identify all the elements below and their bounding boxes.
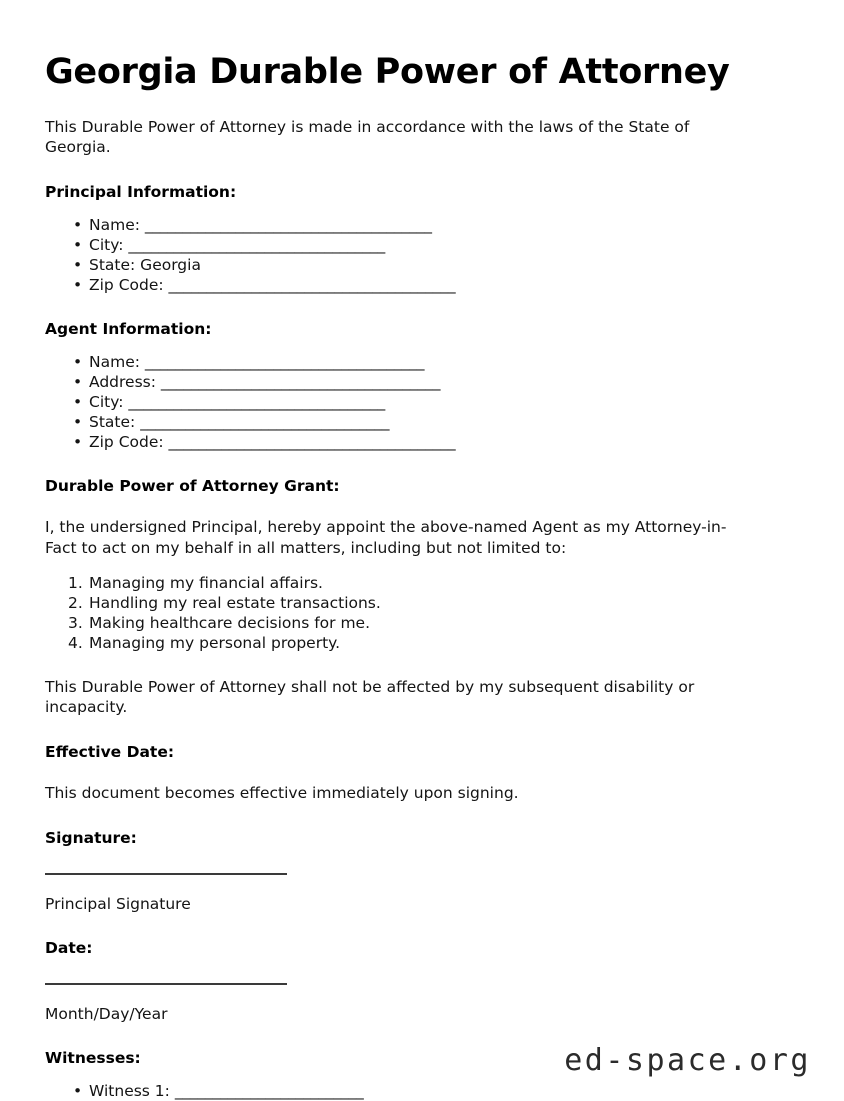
grant-powers-list (45, 559, 799, 653)
field-label: Name: (89, 353, 145, 372)
field-label: State: (89, 413, 141, 432)
list-item (45, 392, 799, 412)
field-blank-line[interactable]: ______________________________________ (168, 276, 456, 295)
principal-field-list (45, 201, 799, 295)
field-label: State: Georgia (89, 256, 201, 275)
list-item (45, 255, 799, 275)
list-item (45, 352, 799, 372)
list-item: Managing my financial affairs. (89, 573, 323, 592)
list-item (45, 412, 799, 432)
field-blank-line[interactable]: _____________________________________ (144, 353, 425, 372)
field-label: City: (89, 236, 129, 255)
list-item (45, 372, 799, 392)
list-item (45, 432, 799, 452)
date-format-caption: Month/Day/Year (45, 1005, 168, 1024)
field-blank-line[interactable]: _________________________________ (140, 413, 390, 432)
field-blank-line[interactable]: _____________________________________ (160, 373, 441, 392)
witnesses-heading: Witnesses: (45, 1049, 141, 1068)
field-blank-line[interactable]: _________________________ (174, 1082, 364, 1101)
grant-heading: Durable Power of Attorney Grant: (45, 477, 340, 496)
principal-signature-block (45, 847, 799, 914)
intro-paragraph: This Durable Power of Attorney is made in accordance with the laws of the State of Georgia. (45, 117, 690, 157)
list-item (45, 215, 799, 235)
field-blank-line[interactable]: __________________________________ (128, 393, 386, 412)
agent-field-list (45, 338, 799, 452)
field-label: Name: (89, 216, 145, 235)
list-item (45, 275, 799, 295)
field-label: Address: (89, 373, 161, 392)
principal-signature-caption: Principal Signature (45, 894, 191, 913)
agent-information-heading: Agent Information: (45, 320, 212, 339)
list-item: Handling my real estate transactions. (89, 593, 381, 612)
site-watermark: ed-space.org (564, 1043, 811, 1078)
field-label: Zip Code: (89, 276, 169, 295)
principal-information-heading: Principal Information: (45, 183, 237, 202)
list-item (45, 1081, 799, 1101)
field-label: Zip Code: (89, 433, 169, 452)
grant-intro-paragraph: I, the undersigned Principal, hereby appoint the above-named Agent as my Attorney-in-Fact to act on my behalf in all matters, including but not limited to: (45, 518, 727, 557)
field-blank-line[interactable]: ______________________________________ (168, 433, 456, 452)
signature-heading: Signature: (45, 828, 137, 847)
effective-date-paragraph: This document becomes effective immediately upon signing. (45, 784, 519, 803)
field-label: City: (89, 393, 129, 412)
durability-clause-paragraph: This Durable Power of Attorney shall not be affected by my subsequent disability or incapacity. (45, 677, 695, 717)
page-title: Georgia Durable Power of Attorney (45, 52, 730, 92)
list-item: Managing my personal property. (89, 633, 341, 652)
date-heading: Date: (45, 939, 93, 958)
list-item: Making healthcare decisions for me. (89, 613, 371, 632)
date-signature-block (45, 957, 799, 1024)
field-blank-line[interactable]: ______________________________________ (144, 216, 432, 235)
field-blank-line[interactable]: __________________________________ (128, 236, 386, 255)
list-item (45, 235, 799, 255)
field-label: Witness 1: (89, 1082, 175, 1101)
effective-date-heading: Effective Date: (45, 743, 175, 762)
